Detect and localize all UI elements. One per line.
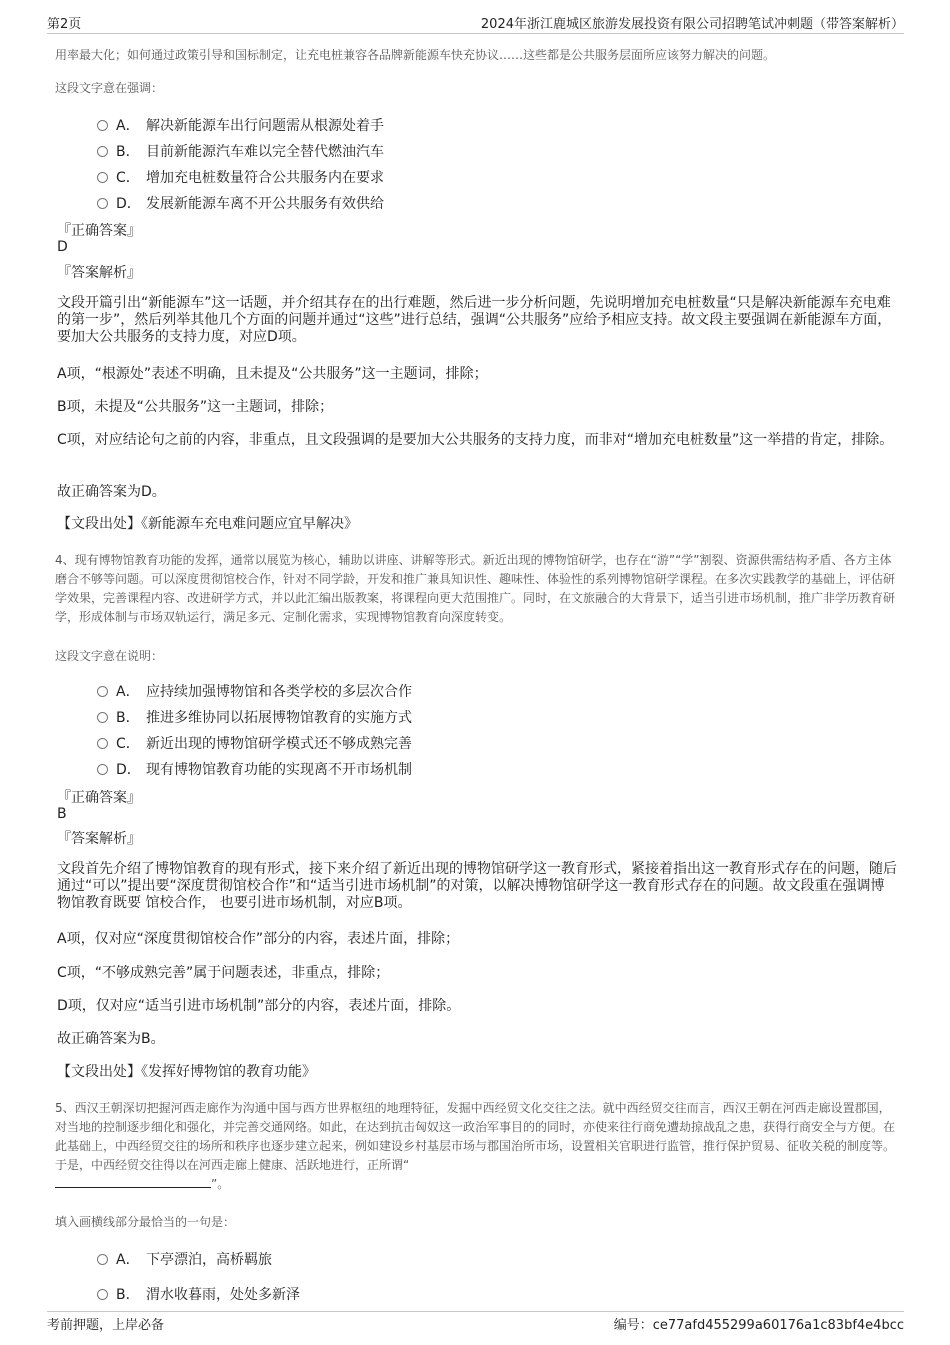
q3-analysis-conclusion: 故正确答案为D。 bbox=[57, 484, 166, 500]
q4-passage: 4、现有博物馆教育功能的发挥，通常以展览为核心，辅助以讲座、讲解等形式。新近出现的博物馆研学，也存在“游”“学”割裂、资源供需结构矛盾、各方主体磨合不够等问题。可以深度贯彻馆校合作，针对不同学龄，开发和推广兼具知识性、趣味性、体验性的系列博物馆研学课程。在多次实践教学的基础上，评估研学效果，完善课程内容、改进研学方式，并以此汇编出版教案，将课程向更大范围推广。同时，在文旅融合的大背景下，适当引进市场机制，推广非学历教育研学，形成体制与市场双轨运行，满足多元、定制化需求，实现博物馆教育向深度转变。 bbox=[55, 553, 896, 624]
q3-analysis-b: B项，未提及“公共服务”这一主题词，排除； bbox=[57, 399, 334, 415]
document-title: 2024年浙江鹿城区旅游发展投资有限公司招聘笔试冲刺题（带答案解析） bbox=[480, 17, 904, 32]
q4-analysis-c: C项，“不够成熟完善”属于问题表述，非重点，排除； bbox=[57, 965, 390, 981]
q3-analysis-c: C项，对应结论句之前的内容，非重点，且文段强调的是要加大公共服务的支持力度，而非对“增加充电桩数量”这一举措的肯定，排除。 bbox=[57, 432, 894, 448]
footer-divider bbox=[47, 1311, 904, 1312]
q5-passage: 5、西汉王朝深切把握河西走廊作为沟通中国与西方世界枢纽的地理特征，发掘中西经贸文化交往之法。就中西经贸交往而言，西汉王朝在河西走廊设置郡国，对当地的控制逐步细化和强化，并完善交通网络。如此，在达到抗击匈奴这一政治军事目的的同时，亦使来往行商免遭劫掠战乱之患，获得行商安全与方便。在此基础上，中西经贸交往的场所和秩序也逐步建立起来，例如建设乡村基层市场与郡国治所市场，设置相关官职进行监管，推行保护贸易、征收关税的制度等。于是，中西经贸交往得以在河西走廊上健康、活跃地进行，正所谓“ ”。 bbox=[55, 1101, 896, 1191]
radio-icon[interactable] bbox=[97, 712, 108, 723]
q4-analysis-d: D项，仅对应“适当引进市场机制”部分的内容，表述片面，排除。 bbox=[57, 998, 461, 1014]
q3-answer: D bbox=[57, 239, 68, 255]
radio-icon[interactable] bbox=[97, 120, 108, 131]
q4-analysis-main: 文段首先介绍了博物馆教育的现有形式，接下来介绍了新近出现的博物馆研学这一教育形式，紧接着指出这一教育形式存在的问题，随后通过“可以”提出要“深度贯彻馆校合作”和“适当引进市场机制”的对策，以解决博物馆研学这一教育形式存在的问题。故文段重在强调博物馆教育既要 馆校合作， 也要引进市场机制，对应B项。 bbox=[57, 861, 897, 911]
q4-analysis-a: A项，仅对应“深度贯彻馆校合作”部分的内容，表述片面，排除； bbox=[57, 931, 460, 947]
header-divider bbox=[47, 33, 904, 34]
footer-slogan: 考前押题，上岸必备 bbox=[47, 1318, 165, 1333]
radio-icon[interactable] bbox=[97, 198, 108, 209]
q3-prompt: 这段文字意在强调： bbox=[55, 81, 164, 95]
q3-option-d[interactable]: D． 发展新能源车离不开公共服务有效供给 bbox=[97, 193, 384, 213]
q3-option-c[interactable]: C． 增加充电桩数量符合公共服务内在要求 bbox=[97, 167, 384, 187]
radio-icon[interactable] bbox=[97, 1289, 108, 1300]
radio-icon[interactable] bbox=[97, 1254, 108, 1265]
q4-option-c[interactable]: C． 新近出现的博物馆研学模式还不够成熟完善 bbox=[97, 733, 412, 753]
q4-option-b[interactable]: B． 推进多维协同以拓展博物馆教育的实施方式 bbox=[97, 707, 412, 727]
q3-passage-tail: 用率最大化；如何通过政策引导和国标制定，让充电桩兼容各品牌新能源车快充协议……这些都是公共服务层面所应该努力解决的问题。 bbox=[55, 48, 776, 62]
page-number: 第2页 bbox=[47, 17, 82, 32]
q3-analysis-main: 文段开篇引出“新能源车”这一话题，并介绍其存在的出行难题，然后进一步分析问题，先说明增加充电桩数量“只是解决新能源车充电难的第一步”，然后列举其他几个方面的问题并通过“这些”进行总结，强调“公共服务”应给予相应支持。故文段主要强调在新能源车方面，要加大公共服务的支持力度，对应D项。 bbox=[57, 295, 892, 345]
q5-prompt: 填入画横线部分最恰当的一句是： bbox=[55, 1215, 236, 1229]
footer-id: 编号：ce77afd455299a60176a1c83bf4e4bcc bbox=[613, 1318, 904, 1333]
q3-option-b[interactable]: B． 目前新能源汽车难以完全替代燃油汽车 bbox=[97, 141, 384, 161]
q4-prompt: 这段文字意在说明： bbox=[55, 649, 164, 663]
q4-analysis-conclusion: 故正确答案为B。 bbox=[57, 1031, 165, 1047]
radio-icon[interactable] bbox=[97, 146, 108, 157]
q4-answer: B bbox=[57, 806, 67, 822]
radio-icon[interactable] bbox=[97, 738, 108, 749]
q5-option-a[interactable]: A． 下亭漂泊，高桥羁旅 bbox=[97, 1249, 272, 1269]
q3-answer-label: 『正确答案』 bbox=[57, 223, 141, 239]
q3-source: 【文段出处】《新能源车充电难问题应宜早解决》 bbox=[57, 516, 358, 532]
radio-icon[interactable] bbox=[97, 172, 108, 183]
q4-answer-label: 『正确答案』 bbox=[57, 790, 141, 806]
q4-option-d[interactable]: D． 现有博物馆教育功能的实现离不开市场机制 bbox=[97, 759, 412, 779]
q3-option-a[interactable]: A． 解决新能源车出行问题需从根源处着手 bbox=[97, 115, 384, 135]
q3-analysis-label: 『答案解析』 bbox=[57, 265, 141, 281]
radio-icon[interactable] bbox=[97, 764, 108, 775]
q3-analysis-a: A项，“根源处”表述不明确，且未提及“公共服务”这一主题词，排除； bbox=[57, 366, 488, 382]
q4-source: 【文段出处】《发挥好博物馆的教育功能》 bbox=[57, 1064, 316, 1080]
q4-analysis-label: 『答案解析』 bbox=[57, 831, 141, 847]
fill-blank-line[interactable] bbox=[55, 1177, 211, 1188]
radio-icon[interactable] bbox=[97, 686, 108, 697]
q4-option-a[interactable]: A． 应持续加强博物馆和各类学校的多层次合作 bbox=[97, 681, 412, 701]
q5-option-b[interactable]: B． 渭水收暮雨，处处多新泽 bbox=[97, 1284, 300, 1304]
